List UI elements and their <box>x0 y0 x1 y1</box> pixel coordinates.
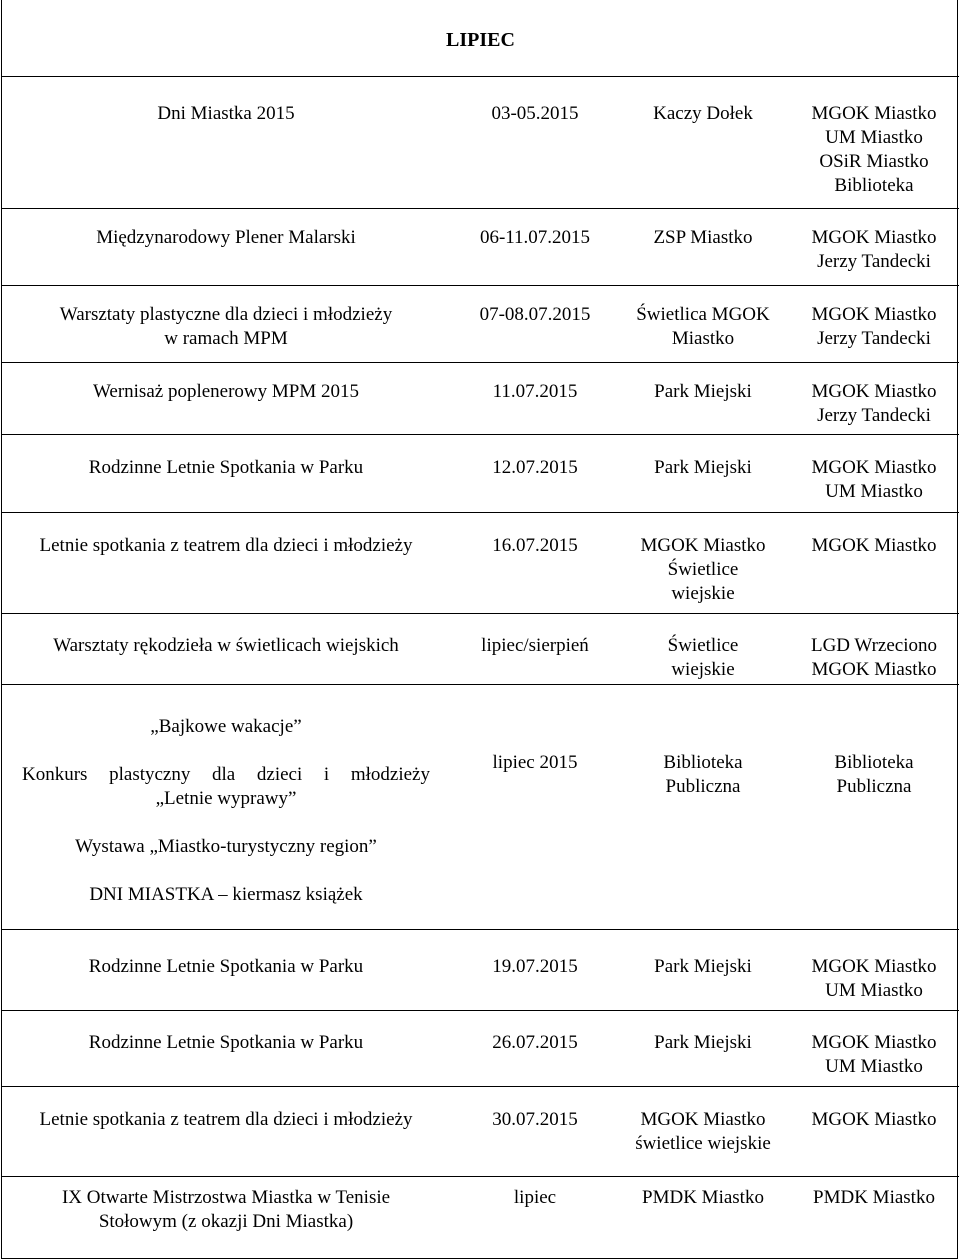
cell-line: MGOK Miastko <box>811 1109 937 1130</box>
date-cell <box>454 534 616 558</box>
date-cell <box>454 955 616 979</box>
cell-line: MGOK Miastko <box>811 659 937 680</box>
place-cell <box>619 303 787 351</box>
event-cell <box>8 380 444 404</box>
cell-line: świetlice wiejskie <box>635 1133 771 1154</box>
organizer-cell <box>794 1108 954 1132</box>
date-cell <box>454 1031 616 1055</box>
cell-line: UM Miastko <box>825 980 923 1001</box>
cell-line: 06-11.07.2015 <box>479 227 591 248</box>
table-row <box>2 77 959 209</box>
table-row <box>2 685 959 930</box>
cell-line: Jerzy Tandecki <box>817 328 931 349</box>
cell-line: Publiczna <box>665 776 741 797</box>
cell-line: Warsztaty plastyczne dla dzieci i młodzieży <box>59 304 393 325</box>
table-row <box>2 930 959 1011</box>
cell-line: UM Miastko <box>825 127 923 148</box>
cell-line: MGOK Miastko <box>811 103 937 124</box>
date-cell <box>454 1186 616 1210</box>
event-cell <box>8 534 444 558</box>
cell-line: Biblioteka <box>834 175 914 196</box>
cell-line: Biblioteka <box>663 752 743 773</box>
date-cell <box>454 1108 616 1132</box>
cell-line: DNI MIASTKA – kiermasz książek <box>89 884 363 905</box>
event-cell <box>8 1186 444 1234</box>
event-cell <box>8 634 444 658</box>
date-cell <box>454 456 616 480</box>
cell-line: lipiec/sierpień <box>481 635 589 656</box>
organizer-cell <box>794 1031 954 1079</box>
cell-line: IX Otwarte Mistrzostwa Miastka w Tenisie <box>61 1187 391 1208</box>
cell-line: 30.07.2015 <box>492 1109 578 1130</box>
place-cell <box>619 380 787 404</box>
place-cell <box>619 955 787 979</box>
table-row <box>2 614 959 685</box>
cell-line: MGOK Miastko <box>811 1032 937 1053</box>
cell-line: lipiec <box>513 1187 557 1208</box>
cell-line: Świetlica MGOK <box>636 304 770 325</box>
table-row <box>2 1087 959 1177</box>
cell-line: 26.07.2015 <box>492 1032 578 1053</box>
cell-line: wiejskie <box>671 583 735 604</box>
cell-line: Publiczna <box>836 776 912 797</box>
schedule-table <box>1 0 958 1259</box>
event-cell <box>8 1031 444 1055</box>
cell-line: 19.07.2015 <box>492 956 578 977</box>
cell-line: MGOK Miastko <box>811 535 937 556</box>
title-row <box>2 0 959 77</box>
event-cell <box>8 955 444 979</box>
cell-line: Wystawa „Miastko-turystyczny region” <box>75 836 377 857</box>
cell-line: Wernisaż poplenerowy MPM 2015 <box>92 381 359 402</box>
cell-line: Jerzy Tandecki <box>817 405 931 426</box>
date-cell <box>454 380 616 404</box>
organizer-cell <box>794 102 954 198</box>
table-row <box>2 435 959 513</box>
event-cell <box>8 1108 444 1132</box>
cell-line: Letnie spotkania z teatrem dla dzieci i młodzieży <box>39 1109 413 1130</box>
cell-line: Świetlice <box>667 635 739 656</box>
place-cell <box>619 1186 787 1210</box>
organizer-cell <box>794 456 954 504</box>
table-row <box>2 1177 959 1259</box>
event-cell <box>8 102 444 126</box>
cell-line: Rodzinne Letnie Spotkania w Parku <box>88 457 364 478</box>
cell-line: MGOK Miastko <box>640 535 766 556</box>
event-cell <box>8 303 444 351</box>
place-cell <box>619 634 787 682</box>
date-cell <box>454 102 616 126</box>
cell-line: MGOK Miastko <box>640 1109 766 1130</box>
cell-line: Park Miejski <box>654 381 752 402</box>
cell-line: PMDK Miastko <box>642 1187 764 1208</box>
table-row <box>2 513 959 614</box>
cell-line: Międzynarodowy Plener Malarski <box>96 227 356 248</box>
organizer-cell <box>794 534 954 558</box>
cell-line: „Letnie wyprawy” <box>155 788 297 809</box>
place-cell <box>619 102 787 126</box>
cell-line: MGOK Miastko <box>811 227 937 248</box>
cell-line: Warsztaty rękodzieła w świetlicach wiejskich <box>53 635 399 656</box>
cell-line: MGOK Miastko <box>811 457 937 478</box>
cell-line: MGOK Miastko <box>811 956 937 977</box>
date-cell <box>454 634 616 658</box>
place-cell <box>619 456 787 480</box>
cell-line: Rodzinne Letnie Spotkania w Parku <box>88 956 364 977</box>
table-row <box>2 286 959 363</box>
cell-line: w ramach MPM <box>164 328 288 349</box>
cell-line: Jerzy Tandecki <box>817 251 931 272</box>
place-cell <box>619 226 787 250</box>
cell-line: 07-08.07.2015 <box>479 304 591 325</box>
date-cell <box>454 226 616 250</box>
cell-line: PMDK Miastko <box>813 1187 935 1208</box>
cell-line: Park Miejski <box>654 956 752 977</box>
cell-line: „Bajkowe wakacje” <box>150 716 302 737</box>
cell-line: Letnie spotkania z teatrem dla dzieci i młodzieży <box>39 535 413 556</box>
table-row <box>2 363 959 435</box>
month-title: LIPIEC <box>446 29 515 51</box>
place-cell <box>619 1108 787 1156</box>
cell-line: Dni Miastka 2015 <box>157 103 295 124</box>
cell-line: Park Miejski <box>654 1032 752 1053</box>
cell-line: UM Miastko <box>825 1056 923 1077</box>
cell-line: 16.07.2015 <box>492 535 578 556</box>
table-row <box>2 1011 959 1087</box>
cell-line: Biblioteka <box>834 752 914 773</box>
cell-line: MGOK Miastko <box>811 304 937 325</box>
organizer-cell <box>794 380 954 428</box>
cell-line: 12.07.2015 <box>492 457 578 478</box>
event-cell <box>8 226 444 250</box>
cell-line: Rodzinne Letnie Spotkania w Parku <box>88 1032 364 1053</box>
cell-line: Konkurs plastyczny dla dzieci i młodzieży <box>22 764 430 785</box>
organizer-cell <box>794 1186 954 1210</box>
organizer-cell <box>794 303 954 351</box>
organizer-cell <box>794 226 954 274</box>
table-row <box>2 209 959 286</box>
organizer-cell <box>794 634 954 682</box>
cell-line: Park Miejski <box>654 457 752 478</box>
cell-line: 03-05.2015 <box>491 103 579 124</box>
event-cell <box>8 456 444 480</box>
cell-line: ZSP Miastko <box>653 227 753 248</box>
cell-line: Stołowym (z okazji Dni Miastka) <box>98 1211 354 1232</box>
organizer-cell <box>794 955 954 1003</box>
cell-line: lipiec 2015 <box>492 752 578 773</box>
date-cell <box>454 303 616 327</box>
cell-line: UM Miastko <box>825 481 923 502</box>
cell-line: LGD Wrzeciono <box>810 635 938 656</box>
cell-line: OSiR Miastko <box>819 151 929 172</box>
cell-line: wiejskie <box>671 659 735 680</box>
cell-line: Miastko <box>671 328 735 349</box>
cell-line: Świetlice <box>667 559 739 580</box>
cell-line: Kaczy Dołek <box>653 103 753 124</box>
place-cell <box>619 1031 787 1055</box>
cell-line: MGOK Miastko <box>811 381 937 402</box>
place-cell <box>619 534 787 606</box>
cell-line: 11.07.2015 <box>492 381 578 402</box>
